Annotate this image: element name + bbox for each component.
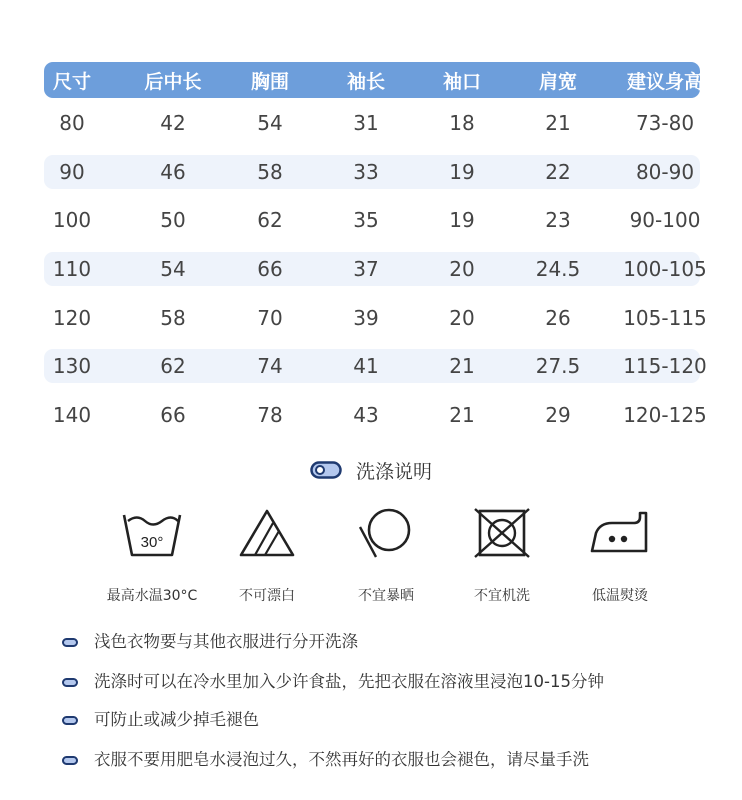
table-cell: 27.5 [535,354,581,379]
table-cell: 115-120 [623,354,707,379]
table-row [44,301,707,335]
header-cell: 建议身高 [626,70,703,93]
table-cell: 90 [59,159,85,184]
table-cell: 18 [449,111,475,135]
table-cell: 58 [160,305,186,330]
no-bleach-icon [235,505,299,561]
tip-item [62,668,604,692]
tip-text: 浅色衣物要与其他衣服进行分开洗涤 [94,632,358,651]
table-row [44,252,707,286]
low-iron-icon [588,505,652,561]
table-cell: 110 [52,257,92,282]
bullet-icon [62,638,78,647]
no-tumble-dry-icon [354,505,418,561]
tip-text: 洗涤时可以在冷水里加入少许食盐，先把衣服在溶液里浸泡10-15分钟 [94,672,604,691]
table-cell: 140 [52,403,92,428]
table-cell: 37 [353,257,379,282]
table-cell: 33 [353,159,379,184]
bullet-icon [62,756,78,765]
header-cell: 后中长 [144,70,202,93]
table-cell: 100-105 [623,257,707,282]
table-cell: 19 [449,159,475,184]
tip-text: 可防止或减少掉毛褪色 [94,710,259,729]
header-cell: 肩宽 [538,70,577,93]
table-row [44,106,700,140]
table-cell: 62 [257,208,283,233]
table-cell: 19 [449,208,475,233]
table-cell: 74 [257,354,283,379]
table-body [44,106,707,432]
care-label: 不宜机洗 [474,588,530,604]
table-cell: 90-100 [629,208,701,233]
table-cell: 80-90 [635,159,695,184]
table-cell: 29 [545,403,571,428]
toggle-icon [310,461,342,484]
tip-item [62,746,589,770]
table-cell: 105-115 [623,305,707,330]
table-cell: 20 [449,305,475,330]
table-cell: 54 [257,111,283,135]
table-cell: 35 [353,208,379,233]
table-row [44,398,707,432]
wash-section-title [0,457,742,484]
bullet-icon [62,678,78,687]
care-item-iron [550,505,690,605]
table-cell: 62 [160,354,186,379]
table-header [44,62,703,98]
header-cell: 袖口 [442,70,481,93]
header-cell: 尺寸 [52,70,91,93]
no-machine-wash-icon [470,505,534,561]
table-cell: 21 [545,111,571,135]
tip-item [62,706,259,730]
table-cell: 120-125 [623,403,707,428]
table-cell: 24.5 [535,257,581,282]
table-cell: 26 [545,305,571,330]
table-cell: 78 [257,403,283,428]
care-label: 不可漂白 [239,588,295,604]
care-label: 不宜暴晒 [358,588,414,604]
table-row [44,203,700,237]
table-cell: 41 [353,354,379,379]
table-cell: 66 [257,257,283,282]
table-cell: 21 [449,403,475,428]
table-cell: 58 [257,159,283,184]
table-cell: 50 [160,208,186,233]
tip-item [62,628,358,652]
table-row [44,349,707,383]
table-cell: 130 [52,354,92,379]
wash-temp-text: 30° [140,534,164,551]
table-cell: 39 [353,305,379,330]
table-cell: 70 [257,305,283,330]
wash-30-icon [120,505,184,561]
wash-title-text: 洗涤说明 [355,461,432,483]
table-cell: 54 [160,257,186,282]
bullet-icon [62,716,78,725]
size-table [44,62,707,447]
table-cell: 120 [52,305,92,330]
table-row [44,155,700,189]
care-label: 最高水温30°C [106,588,198,604]
table-cell: 20 [449,257,475,282]
table-cell: 73-80 [635,111,695,135]
table-cell: 23 [545,208,571,233]
tip-text: 衣服不要用肥皂水浸泡过久，不然再好的衣服也会褪色，请尽量手洗 [94,750,589,769]
table-cell: 31 [353,111,379,135]
table-cell: 46 [160,159,186,184]
header-cell: 袖长 [346,70,385,93]
table-cell: 66 [160,403,186,428]
header-cell: 胸围 [250,70,289,93]
table-cell: 100 [52,208,92,233]
table-cell: 42 [160,111,186,135]
table-cell: 80 [59,111,85,135]
care-label: 低温熨烫 [592,588,648,604]
table-cell: 21 [449,354,475,379]
table-cell: 43 [353,403,379,428]
table-cell: 22 [545,159,571,184]
